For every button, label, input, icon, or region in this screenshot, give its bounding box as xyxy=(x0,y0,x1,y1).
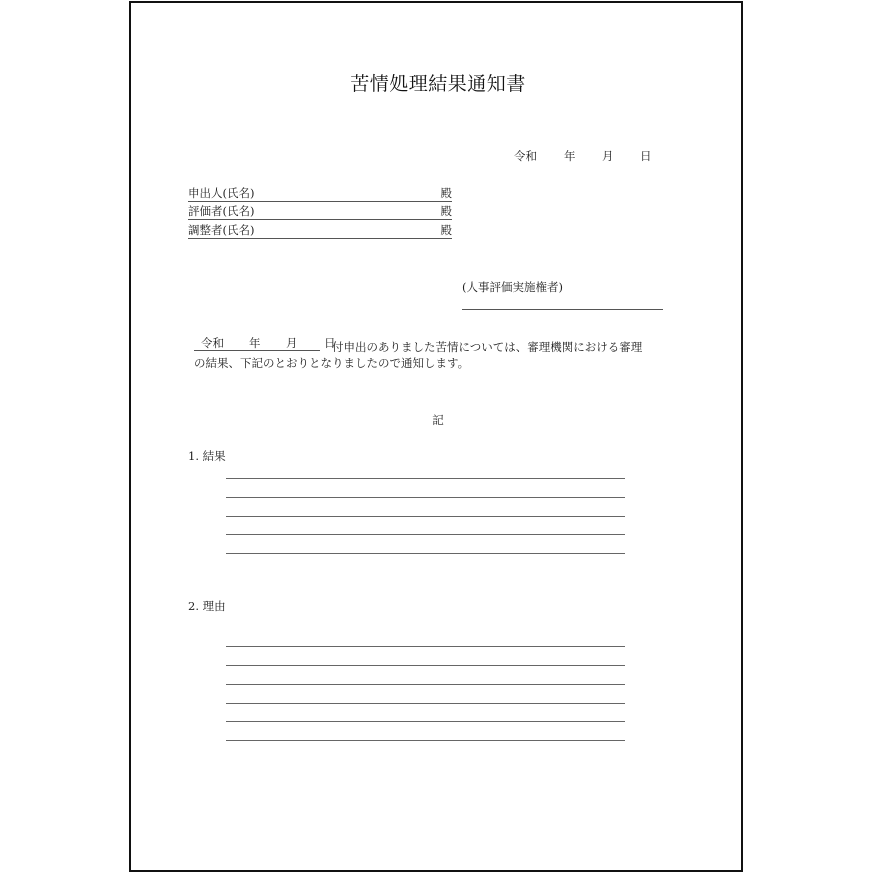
document-title: 苦情処理結果通知書 xyxy=(350,73,526,95)
recipient-coordinator[interactable] xyxy=(188,222,452,239)
recipient-label: 申出人(氏名) xyxy=(188,186,255,200)
date-year: 年 xyxy=(564,149,576,163)
document-page xyxy=(129,1,743,872)
date-era: 令和 xyxy=(514,149,537,163)
body-date-era: 令和 xyxy=(201,336,224,350)
body-line-1 xyxy=(194,335,642,355)
reason-line[interactable] xyxy=(226,665,625,666)
section-reason-label: 2. 理由 xyxy=(188,599,226,613)
recipient-applicant[interactable] xyxy=(188,185,452,202)
result-line[interactable] xyxy=(226,478,625,479)
date-day: 日 xyxy=(640,149,652,163)
body-date-month: 月 xyxy=(286,336,298,350)
reason-line[interactable] xyxy=(226,703,625,704)
body-line-1-text: 付申出のありました苦情については、審理機関における審理 xyxy=(332,340,643,354)
honorific-suffix: 殿 xyxy=(440,223,452,237)
honorific-suffix: 殿 xyxy=(440,186,452,200)
body-date-day: 日 xyxy=(324,336,336,350)
section-result-label: 1. 結果 xyxy=(188,449,226,463)
reason-line[interactable] xyxy=(226,646,625,647)
date-month: 月 xyxy=(602,149,614,163)
authority-label: (人事評価実施権者) xyxy=(462,280,563,294)
body-line-2: の結果、下記のとおりとなりましたので通知します。 xyxy=(194,356,470,370)
ki-heading: 記 xyxy=(432,413,444,427)
reason-line[interactable] xyxy=(226,684,625,685)
recipient-evaluator[interactable] xyxy=(188,203,452,220)
honorific-suffix: 殿 xyxy=(440,204,452,218)
result-line[interactable] xyxy=(226,534,625,535)
result-line[interactable] xyxy=(226,497,625,498)
result-line[interactable] xyxy=(226,516,625,517)
reason-line[interactable] xyxy=(226,740,625,741)
reason-line[interactable] xyxy=(226,721,625,722)
recipient-label: 調整者(氏名) xyxy=(188,223,255,237)
authority-signature-line[interactable] xyxy=(462,309,663,310)
recipient-label: 評価者(氏名) xyxy=(188,204,255,218)
result-line[interactable] xyxy=(226,553,625,554)
body-date-blank[interactable] xyxy=(194,335,336,351)
body-date-year: 年 xyxy=(249,336,261,350)
